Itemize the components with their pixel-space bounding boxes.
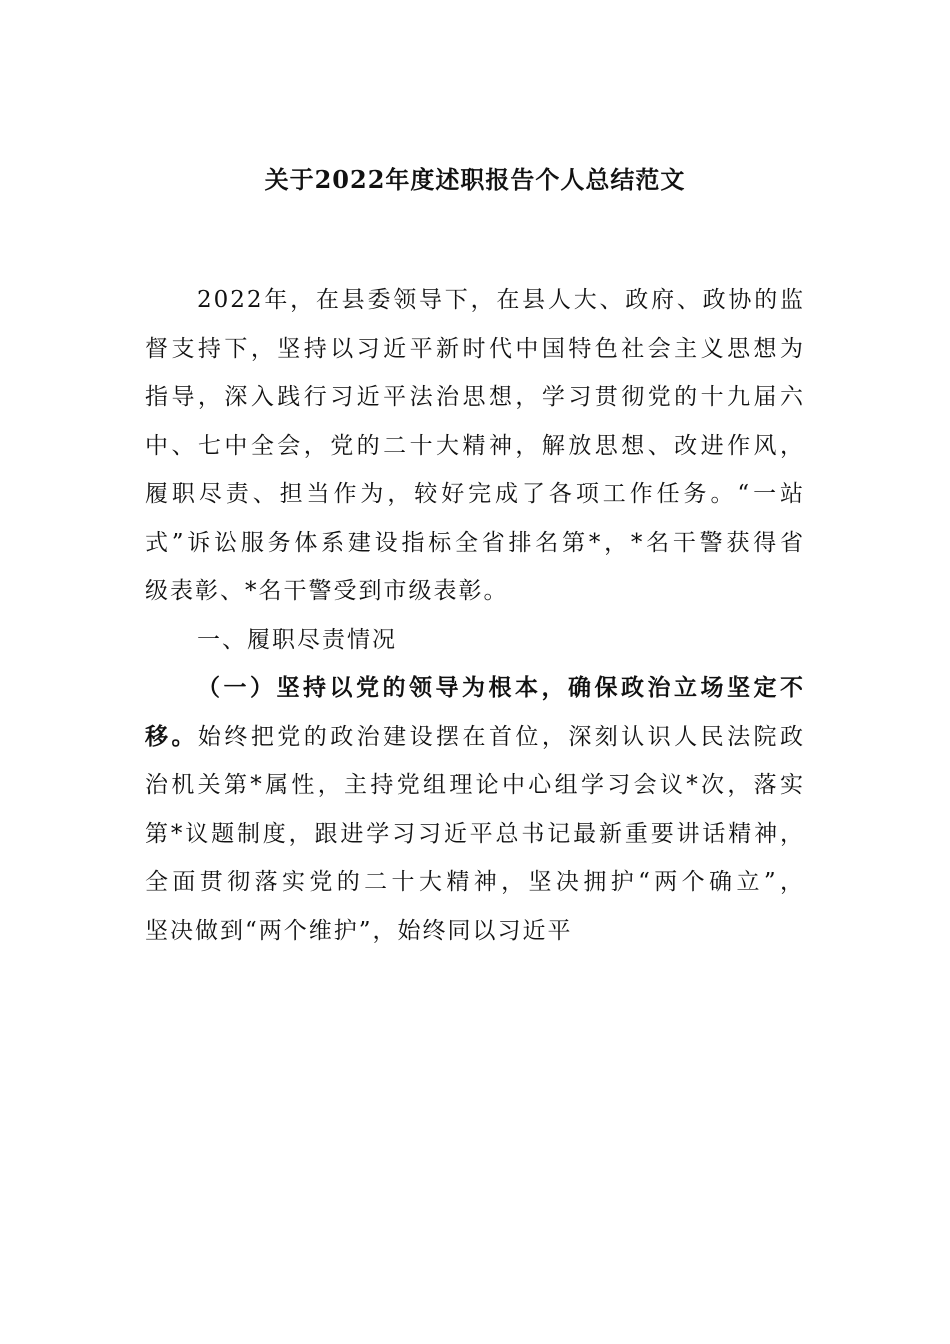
subsection-heading-end: 移。 bbox=[145, 722, 198, 750]
section-heading: 一、履职尽责情况 bbox=[197, 626, 397, 653]
paragraph-line bbox=[145, 713, 805, 762]
paragraph-line: 级表彰、*名干警受到市级表彰。 bbox=[145, 578, 509, 604]
paragraph-text: 始终把党的政治建设摆在首位，深刻认识人民法院政 bbox=[197, 723, 806, 750]
paragraph-line: 第*议题制度，跟进学习习近平总书记最新重要讲话精神， bbox=[145, 820, 805, 847]
paragraph-line: 治机关第*属性，主持党组理论中心组学习会议*次，落实 bbox=[145, 772, 805, 798]
paragraph-line: 中、七中全会，党的二十大精神，解放思想、改进作风， bbox=[145, 432, 805, 459]
paragraph-line: 指导，深入践行习近平法治思想，学习贯彻党的十九届六 bbox=[145, 384, 805, 410]
paragraph-line: 全面贯彻落实党的二十大精神，坚决拥护“两个确立”， bbox=[145, 869, 805, 895]
paragraph-line: 坚决做到“两个维护”，始终同以习近平 bbox=[145, 917, 573, 944]
paragraph-line: 式”诉讼服务体系建设指标全省排名第*，*名干警获得省 bbox=[145, 529, 805, 556]
document-body bbox=[145, 276, 805, 955]
paragraph-line: 履职尽责、担当作为，较好完成了各项工作任务。“一站 bbox=[145, 481, 805, 507]
subsection-heading: （一）坚持以党的领导为根本，确保政治立场坚定不 bbox=[197, 674, 805, 701]
document-title: 关于2022年度述职报告个人总结范文 bbox=[264, 165, 686, 194]
paragraph-line: 2022年，在县委领导下，在县人大、政府、政协的监 bbox=[197, 287, 805, 313]
paragraph-line: 督支持下，坚持以习近平新时代中国特色社会主义思想为 bbox=[145, 335, 805, 362]
